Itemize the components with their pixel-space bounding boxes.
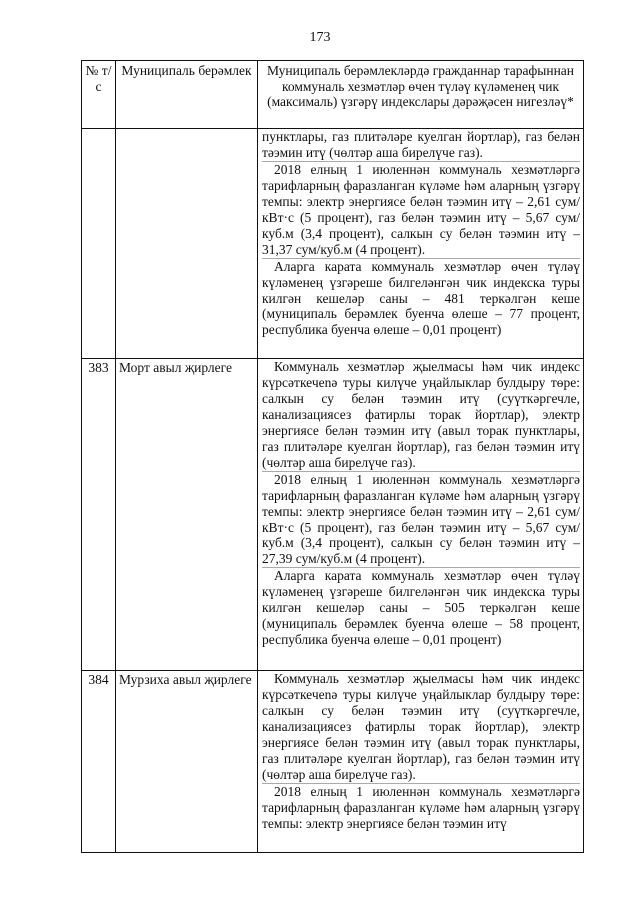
paragraph: Коммуналь хезмәтләр җыелмасы һәм чик индекс күрсәткечenә туры килүче уңайлыклар булдыру төре: салкын су белән тәэмин итү (суүткәргечле, канализациясез фатирлы торак йортлар), электр энергиясе белән тәэмин итү (авыл торак пунктлары, газ плитәләре куелган йортлар), газ белән тәэмин итү (чөлтәр аша бирелүче газ). — [262, 671, 580, 782]
row-number — [82, 129, 116, 359]
table-row — [82, 671, 584, 853]
table-row — [82, 359, 584, 671]
row-number: 383 — [82, 359, 116, 671]
paragraph: 2018 елның 1 июленнән коммуналь хезмәтләргә тарифларның фаразланган күләме һәм аларның үзгәрү темпы: электр энергиясе белән тәэмин итү – 2,61 сум/кВт·с (5 процент), газ белән тәэмин итү – 5,67 сум/куб.м (3,4 процент), салкын су белән тәэмин итү – 27,39 сум/куб.м (4 процент). — [262, 471, 580, 567]
paragraph: Коммуналь хезмәтләр җыелмасы һәм чик индекс күрсәткечenә туры килүче уңайлыклар булдыру төре: салкын су белән тәэмин итү (суүткәргечле, канализациясез фатирлы торак йортлар), электр энергиясе белән тәэмин итү (авыл торак пунктлары, газ плитәләре куелган йортлар), газ белән тәэмин итү (чөлтәр аша бирелүче газ). — [262, 359, 580, 470]
header-number: № т/с — [82, 61, 116, 129]
justification-text — [258, 129, 584, 359]
municipality-name: Морт авыл җирлеге — [116, 359, 258, 671]
table-header-row — [82, 61, 584, 129]
tariff-table — [81, 60, 584, 853]
paragraph: 2018 елның 1 июленнән коммуналь хезмәтләргә тарифларның фаразланган күләме һәм аларның үзгәрү темпы: электр энергиясе белән тәэмин итү — [262, 783, 580, 831]
row-number: 384 — [82, 671, 116, 853]
paragraph: 2018 елның 1 июленнән коммуналь хезмәтләргә тарифларның фаразланган күләме һәм аларның үзгәрү темпы: электр энергиясе белән тәэмин итү – 2,61 сум/кВт·с (5 процент), газ белән тәэмин итү – 5,67 сум/куб.м (3,4 процент), салкын су белән тәэмин итү – 31,37 сум/куб.м (4 процент). — [262, 161, 580, 257]
paragraph: Аларга карата коммуналь хезмәтләр өчен түләү күләменең үзгәреше билгеләнгән чик индекска туры килгән кешеләр саны – 505 теркәлгән кеше (муниципаль берәмлек буенча өлеше – 58 процент, республика буенча өлеше – 0,01 процент) — [262, 568, 580, 648]
paragraph: Аларга карата коммуналь хезмәтләр өчен түләү күләменең үзгәреше билгеләнгән чик индекска туры килгән кешеләр саны – 481 теркәлгән кеше (муниципаль берәмлек буенча өлеше – 77 процент, республика буенча өлеше – 0,01 процент) — [262, 258, 580, 338]
header-municipality: Муниципаль берәмлек — [116, 61, 258, 129]
header-justification: Муниципаль берәмлекләрдә гражданнар тарафыннан коммуналь хезмәтләр өчен түләү күләменең чик (максималь) үзгәрү индекслары дәрәҗәсен нигезләү* — [258, 61, 584, 129]
justification-text — [258, 671, 584, 853]
justification-text — [258, 359, 584, 671]
paragraph: пунктлары, газ плитәләре куелган йортлар), газ белән тәэмин итү (чөлтәр аша бирелүче газ). — [262, 129, 580, 160]
table-row — [82, 129, 584, 359]
municipality-name — [116, 129, 258, 359]
page-number: 173 — [309, 30, 331, 45]
municipality-name: Мурзиха авыл җирлеге — [116, 671, 258, 853]
